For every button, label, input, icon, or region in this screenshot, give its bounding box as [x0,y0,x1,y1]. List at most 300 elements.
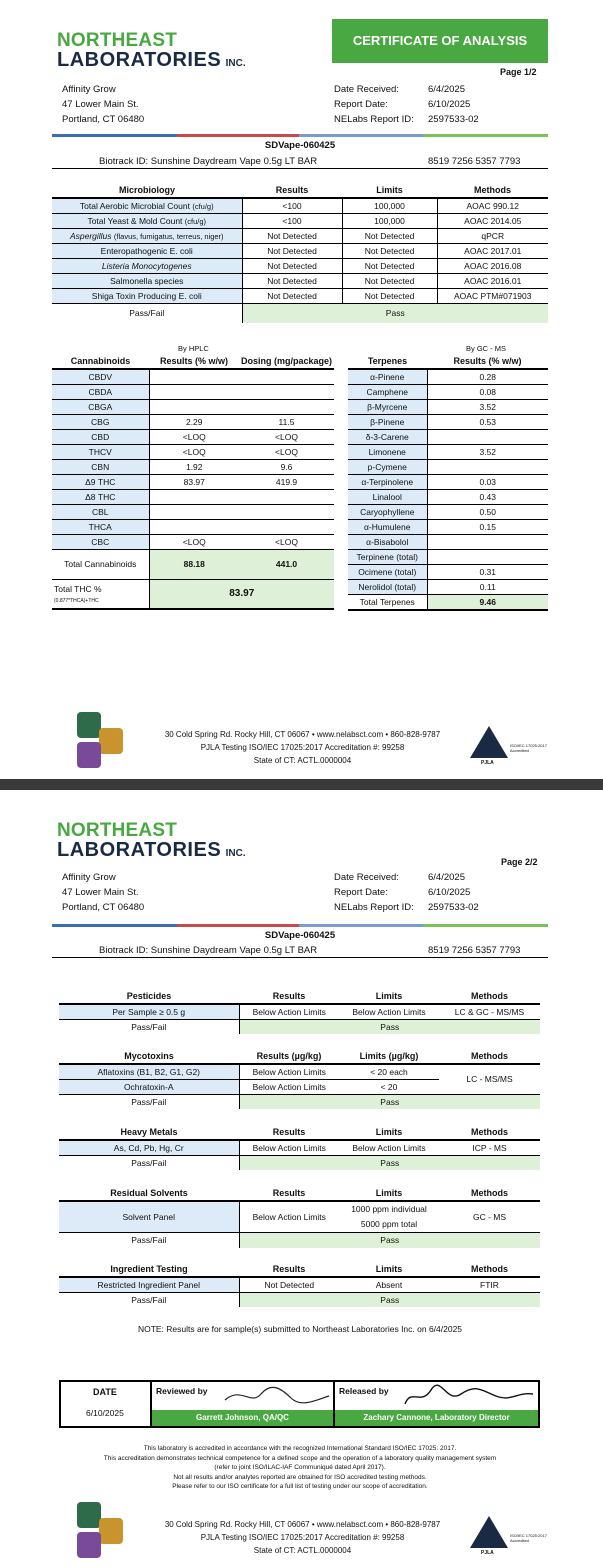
cannabinoid-header-results: Results (% w/w) [159,356,228,366]
releaser-signature [401,1382,536,1408]
passfail-label: Pass/Fail [59,1292,239,1307]
cannabinoid-name: CBDA [52,384,149,399]
divider [52,957,548,958]
limits-header: Limits [375,1264,403,1274]
table-row [59,1140,540,1155]
table-row [59,1004,540,1019]
report-date-label: Report Date: [334,99,388,110]
mycotoxin-method: LC - MS/MS [439,1064,540,1094]
passfail-label: Pass/Fail [59,1094,239,1109]
cannabinoid-dose [239,504,334,519]
footer-state: State of CT: ACTL.0000004 [253,1546,352,1555]
cannabinoid-result: 83.97 [149,474,239,489]
logo-inc-text: INC. [225,848,246,859]
cannabinoid-result [149,369,239,384]
report-id: 2597533-02 [428,114,479,125]
terpene-name: Linalool [348,489,427,504]
cannabinoid-name: CBDV [52,369,149,384]
pesticides-method: LC & GC - MS/MS [439,1004,540,1019]
client-address [62,870,144,915]
cannabinoid-dose [239,489,334,504]
total-terpenes-value: 9.46 [427,594,548,610]
passfail-value: Pass [239,1094,540,1109]
terpene-name: Limonene [348,444,427,459]
terpene-name: β-Myrcene [348,399,427,414]
results-header: Results [272,1188,306,1198]
micro-header-name: Microbiology [119,185,175,195]
cannabinoid-result: 1.92 [149,459,239,474]
pesticides-header: Pesticides [126,991,172,1001]
report-id: 2597533-02 [428,902,479,913]
ingredient-panel: Restricted Ingredient Panel [59,1277,239,1292]
certification-badge-icon [77,742,101,768]
table-row [52,519,334,534]
terpene-name: Camphene [348,384,427,399]
passfail-row [59,1233,540,1248]
terpene-header-results: Results (% w/w) [453,356,522,366]
table-row [59,1201,540,1233]
cannabinoid-result [149,399,239,414]
certification-badge-icon [77,1532,101,1558]
color-divider [52,924,548,927]
analyte-name: Listeria Monocytogenes [101,260,192,271]
solvents-method: GC - MS [439,1201,540,1233]
logo-top-text: NORTHEAST [57,30,178,51]
total-cannabinoids-label: Total Cannabinoids [52,549,149,579]
table-row [348,429,548,444]
footer-address: 30 Cold Spring Rd. Rocky Hill, CT 06067 • www.nelabsct.com • 860-828-9787 [164,1520,441,1529]
biotrack-number: 8519 7256 5357 7793 [428,945,521,956]
mycotoxins-table [59,1049,540,1109]
terpene-name: Caryophyllene [348,504,427,519]
pjla-text: PJLA [481,760,494,766]
terpene-result [427,459,548,474]
sign-date: 6/10/2025 [86,1408,124,1418]
metals-limit: Below Action Limits [339,1140,439,1155]
table-row [348,489,548,504]
cannabinoid-dose: <LOQ [239,429,334,444]
terpenes-table [348,354,548,611]
solvents-limit-total: 5000 ppm total [360,1219,418,1229]
terpene-name: α-Terpinolene [348,474,427,489]
passfail-row [59,1094,540,1109]
terpene-result: 0.43 [427,489,548,504]
cannabinoid-result: <LOQ [149,534,239,549]
report-meta-values [428,870,479,915]
table-row [52,429,334,444]
terpene-name: Nerolidol (total) [348,579,427,594]
cannabinoid-result: 2.29 [149,414,239,429]
limits-header: Limits (µg/kg) [359,1051,419,1061]
cannabinoid-dose [239,384,334,399]
report-meta-values [428,82,479,127]
cannabinoid-result [149,519,239,534]
logo-inc-text: INC. [225,58,246,69]
cannabinoid-name: Δ9 THC [52,474,149,489]
table-row [348,579,548,594]
cannabinoid-result [149,504,239,519]
table-row [52,369,334,384]
total-thc-label: Total THC % [54,583,102,594]
table-row [348,384,548,399]
cannabinoid-name: THCV [52,444,149,459]
analyte-method: AOAC 990.12 [437,198,548,213]
logo-bottom-text: LABORATORIES [57,49,222,71]
table-row [52,459,334,474]
analyte-method: AOAC PTM#071903 [437,288,548,303]
terpene-name: α-Bisabolol [348,534,427,549]
terpene-name: δ-3-Carene [348,429,427,444]
gcms-label: By GC - MS [466,344,507,353]
ingredient-header: Ingredient Testing [110,1264,188,1274]
terpene-result [427,429,548,444]
passfail-value: Pass [242,303,548,323]
terpene-result: 0.50 [427,504,548,519]
terpene-header-name: Terpenes [367,356,408,366]
pjla-text: PJLA [481,1550,494,1556]
total-terpenes-row [348,594,548,610]
table-row [348,369,548,384]
table-row [348,549,548,564]
cannabinoid-dose: 9.6 [239,459,334,474]
residual-solvents-table [59,1186,540,1248]
metals-method: ICP - MS [439,1140,540,1155]
terpene-result: 0.31 [427,564,548,579]
client-address-line2: Portland, CT 06480 [62,902,145,913]
report-id-label: NELabs Report ID: [334,902,414,913]
cannabinoid-header-dosing: Dosing (mg/package) [241,356,333,366]
analyte-name: Total Aerobic Microbial Count [79,200,190,211]
table-row [52,489,334,504]
table-row [348,519,548,534]
results-header: Results [272,1264,306,1274]
total-cannabinoids-row [52,549,334,579]
analyte-result: Not Detected [242,288,342,303]
table-row [59,1064,540,1079]
logo-top-text: NORTHEAST [57,820,178,841]
heavy-metals-table [59,1125,540,1170]
methods-header: Methods [471,991,508,1001]
analyte-name: Shiga Toxin Producing E. coli [52,288,242,303]
footer-accreditation: PJLA Testing ISO/IEC 17025:2017 Accreditation #: 99258 [200,743,405,752]
cannabinoid-name: CBC [52,534,149,549]
metals-list: As, Cd, Pb, Hg, Cr [59,1140,239,1155]
sign-date-label: DATE [93,1387,117,1397]
analyte-result: Not Detected [242,228,342,243]
table-row [52,384,334,399]
table-row [52,534,334,549]
terpene-name: α-Pinene [348,369,427,384]
passfail-value: Pass [239,1233,540,1248]
limits-header: Limits [375,991,403,1001]
report-date: 6/10/2025 [428,99,471,110]
cannabinoid-dose [239,519,334,534]
accreditation-line: This laboratory is accredited in accordance with the recognized International Standard ISO/IEC 17025: 2017. [143,1445,457,1452]
cannabinoid-name: CBL [52,504,149,519]
metals-result: Below Action Limits [239,1140,339,1155]
ingredient-testing-table [59,1262,540,1307]
table-row [348,399,548,414]
biotrack-name: Sunshine Daydream Vape 0.5g LT BAR [150,156,318,167]
footer-address: 30 Cold Spring Rd. Rocky Hill, CT 06067 • www.nelabsct.com • 860-828-9787 [164,730,441,739]
analyte-result: <100 [242,198,342,213]
award-badge-icon [99,728,123,754]
passfail-row [52,303,548,323]
methods-header: Methods [471,1051,508,1061]
pesticides-table [59,989,540,1034]
coa-title: CERTIFICATE OF ANALYSIS [332,19,548,63]
report-meta-labels [334,82,414,127]
reviewer-signature [221,1384,331,1406]
table-row [348,564,548,579]
limits-header: Limits [375,1188,403,1198]
passfail-label: Pass/Fail [52,303,242,323]
terpene-result: 3.52 [427,399,548,414]
cannabinoid-name: Δ8 THC [52,489,149,504]
mycotoxin-limit: < 20 [339,1079,439,1094]
mycotoxin-result: Below Action Limits [239,1079,339,1094]
cannabinoid-dose: <LOQ [239,534,334,549]
cannabinoid-name: CBGA [52,399,149,414]
passfail-row [59,1019,540,1034]
analyte-result: Not Detected [242,243,342,258]
report-page-1 [0,0,603,779]
analyte-name: Aspergillus [69,230,112,241]
client-name: Affinity Grow [62,872,116,883]
client-address-line1: 47 Lower Main St. [62,887,139,898]
analyte-limit: Not Detected [342,243,437,258]
results-header: Results [272,1127,306,1137]
analyte-result: Not Detected [242,258,342,273]
award-badge-icon [99,1518,123,1544]
terpene-result: 0.53 [427,414,548,429]
accreditation-line: Not all results and/or analytes reported are obtained for ISO accredited testing methods. [173,1473,427,1481]
cannabinoid-dose [239,399,334,414]
table-row [52,399,334,414]
total-cannabinoids-result: 88.18 [149,549,239,579]
client-address-line2: Portland, CT 06480 [62,114,145,125]
cannabinoid-dose: 419.9 [239,474,334,489]
footer [135,1518,470,1557]
cannabinoid-dose [239,369,334,384]
micro-header-limits: Limits [376,185,403,195]
analyte-unit: (flavus, fumigatus, terreus, niger) [113,231,224,241]
sample-id: SDVape-060425 [264,140,336,151]
terpene-result: 0.28 [427,369,548,384]
cannabinoids-table [52,354,334,610]
passfail-value: Pass [239,1292,540,1307]
analyte-name: Salmonella species [52,273,242,288]
table-row [52,474,334,489]
analyte-method: qPCR [437,228,548,243]
methods-header: Methods [471,1127,508,1137]
page-number: Page 1/2 [500,67,537,77]
heavy-metals-header: Heavy Metals [120,1127,178,1137]
terpene-name: Ocimene (total) [348,564,427,579]
ingredient-limit: Absent [339,1277,439,1292]
analyte-method: AOAC 2017.01 [437,243,548,258]
total-thc-formula: (0.877*THCA)+THC [54,597,99,604]
mycotoxin-name: Aflatoxins (B1, B2, G1, G2) [59,1064,239,1079]
cannabinoid-result [149,384,239,399]
total-cannabinoids-dose: 441.0 [239,549,334,579]
pjla-logo-icon [470,1516,508,1548]
analyte-limit: Not Detected [342,288,437,303]
mycotoxins-header: Mycotoxins [124,1051,174,1061]
results-header: Results (µg/kg) [256,1051,322,1061]
total-terpenes-label: Total Terpenes [348,594,427,610]
limits-header: Limits [375,1127,403,1137]
table-row [348,474,548,489]
mycotoxin-name: Ochratoxin-A [59,1079,239,1094]
mycotoxin-result: Below Action Limits [239,1064,339,1079]
terpene-name: p-Cymene [348,459,427,474]
pjla-logo-icon [470,726,508,758]
table-row [348,459,548,474]
passfail-label: Pass/Fail [59,1233,239,1248]
logo-bottom-text: LABORATORIES [57,839,222,861]
client-name: Affinity Grow [62,84,116,95]
report-date: 6/10/2025 [428,887,471,898]
cannabinoid-result: <LOQ [149,429,239,444]
table-row [52,243,548,258]
methods-header: Methods [471,1264,508,1274]
signature-box [59,1380,540,1428]
terpene-result: 0.15 [427,519,548,534]
cannabinoid-name: CBD [52,429,149,444]
cannabinoid-dose: <LOQ [239,444,334,459]
micro-header-results: Results [275,185,309,195]
mycotoxin-limit: < 20 each [339,1064,439,1079]
micro-header-methods: Methods [474,185,511,195]
biotrack-name: Sunshine Daydream Vape 0.5g LT BAR [150,945,318,956]
analyte-unit: (cfu/g) [192,201,214,211]
reviewed-by-label: Reviewed by [156,1386,208,1396]
analyte-limit: Not Detected [342,228,437,243]
solvents-result: Below Action Limits [239,1201,339,1233]
hplc-label: By HPLC [178,344,209,353]
analyte-result: Not Detected [242,273,342,288]
total-thc-row [52,579,334,609]
analyte-limit: Not Detected [342,273,437,288]
date-received: 6/4/2025 [428,872,465,883]
client-address [62,82,144,127]
footer-accreditation: PJLA Testing ISO/IEC 17025:2017 Accreditation #: 99258 [200,1533,405,1542]
analyte-name: Enteropathogenic E. coli [52,243,242,258]
analyte-limit: Not Detected [342,258,437,273]
table-row [52,414,334,429]
report-page-2 [0,790,603,1568]
date-received: 6/4/2025 [428,84,465,95]
cannabinoid-name: CBG [52,414,149,429]
solvents-header: Residual Solvents [110,1188,188,1198]
accreditation-line: (refer to joint ISO/ILAC-IAF Communiqué dated April 2017). [214,1464,386,1471]
date-received-label: Date Received: [334,872,399,883]
divider [52,168,548,169]
solvents-panel: Solvent Panel [59,1201,239,1233]
accreditation-line: Please refer to our ISO certificate for a full list of testing under our scope of accreditation. [172,1483,428,1490]
passfail-value: Pass [239,1155,540,1170]
cannabinoid-result: <LOQ [149,444,239,459]
cannabinoid-name: THCA [52,519,149,534]
table-row [52,258,548,273]
accreditation-badge-icon [77,1502,101,1528]
accreditation-line: This accreditation demonstrates technical competence for a defined scope and the operation of a laboratory quality management system [103,1454,497,1462]
iso-badge-text: ISO/IEC 17025:2017 Accredited [510,743,547,753]
report-meta-labels [334,870,414,915]
table-row [52,444,334,459]
passfail-label: Pass/Fail [59,1019,239,1034]
pesticides-sample: Per Sample ≥ 0.5 g [59,1004,239,1019]
solvents-limit-individual: 1000 ppm individual [351,1204,427,1214]
analyte-limit: 100,000 [342,198,437,213]
releaser-name: Zachary Cannone, Laboratory Director [335,1410,538,1426]
terpene-name: Terpinene (total) [348,549,427,564]
biotrack-label: Biotrack ID: [99,945,149,956]
table-row [348,504,548,519]
table-row [348,444,548,459]
color-divider [52,134,548,137]
results-note: NOTE: Results are for sample(s) submitted to Northeast Laboratories Inc. on 6/4/2025 [137,1324,463,1334]
accreditation-badge-icon [77,712,101,738]
methods-header: Methods [471,1188,508,1198]
table-row [52,288,548,303]
biotrack-line [99,945,317,956]
released-by-label: Released by [339,1386,389,1396]
total-thc-value: 83.97 [149,579,334,609]
analyte-method: AOAC 2014.05 [437,213,548,228]
accreditation-statement [52,1444,548,1492]
report-id-label: NELabs Report ID: [334,114,414,125]
cannabinoid-dose: 11.5 [239,414,334,429]
footer [135,728,470,767]
terpene-name: α-Humulene [348,519,427,534]
biotrack-label: Biotrack ID: [99,156,149,167]
sample-id: SDVape-060425 [264,930,336,941]
company-logo [57,30,246,72]
table-row [348,414,548,429]
cannabinoid-header-name: Cannabinoids [70,356,131,366]
table-row [59,1277,540,1292]
passfail-value: Pass [239,1019,540,1034]
footer-state: State of CT: ACTL.0000004 [253,756,352,765]
terpene-result: 0.03 [427,474,548,489]
ingredient-result: Not Detected [239,1277,339,1292]
page-number: Page 2/2 [501,857,538,867]
results-header: Results [272,991,306,1001]
reviewer-name: Garrett Johnson, QA/QC [152,1410,333,1426]
pesticides-result: Below Action Limits [239,1004,339,1019]
table-row [52,228,548,243]
table-row [52,213,548,228]
passfail-row [59,1155,540,1170]
analyte-unit: (cfu/g) [184,216,207,226]
microbiology-table [52,183,548,323]
passfail-row [59,1292,540,1307]
analyte-method: AOAC 2016.01 [437,273,548,288]
terpene-result: 3.52 [427,444,548,459]
biotrack-line [99,156,317,167]
client-address-line1: 47 Lower Main St. [62,99,139,110]
table-row [348,534,548,549]
date-received-label: Date Received: [334,84,399,95]
report-date-label: Report Date: [334,887,388,898]
ingredient-method: FTIR [439,1277,540,1292]
table-row [52,273,548,288]
analyte-method: AOAC 2016.08 [437,258,548,273]
cannabinoid-result [149,489,239,504]
biotrack-number: 8519 7256 5357 7793 [428,156,521,167]
